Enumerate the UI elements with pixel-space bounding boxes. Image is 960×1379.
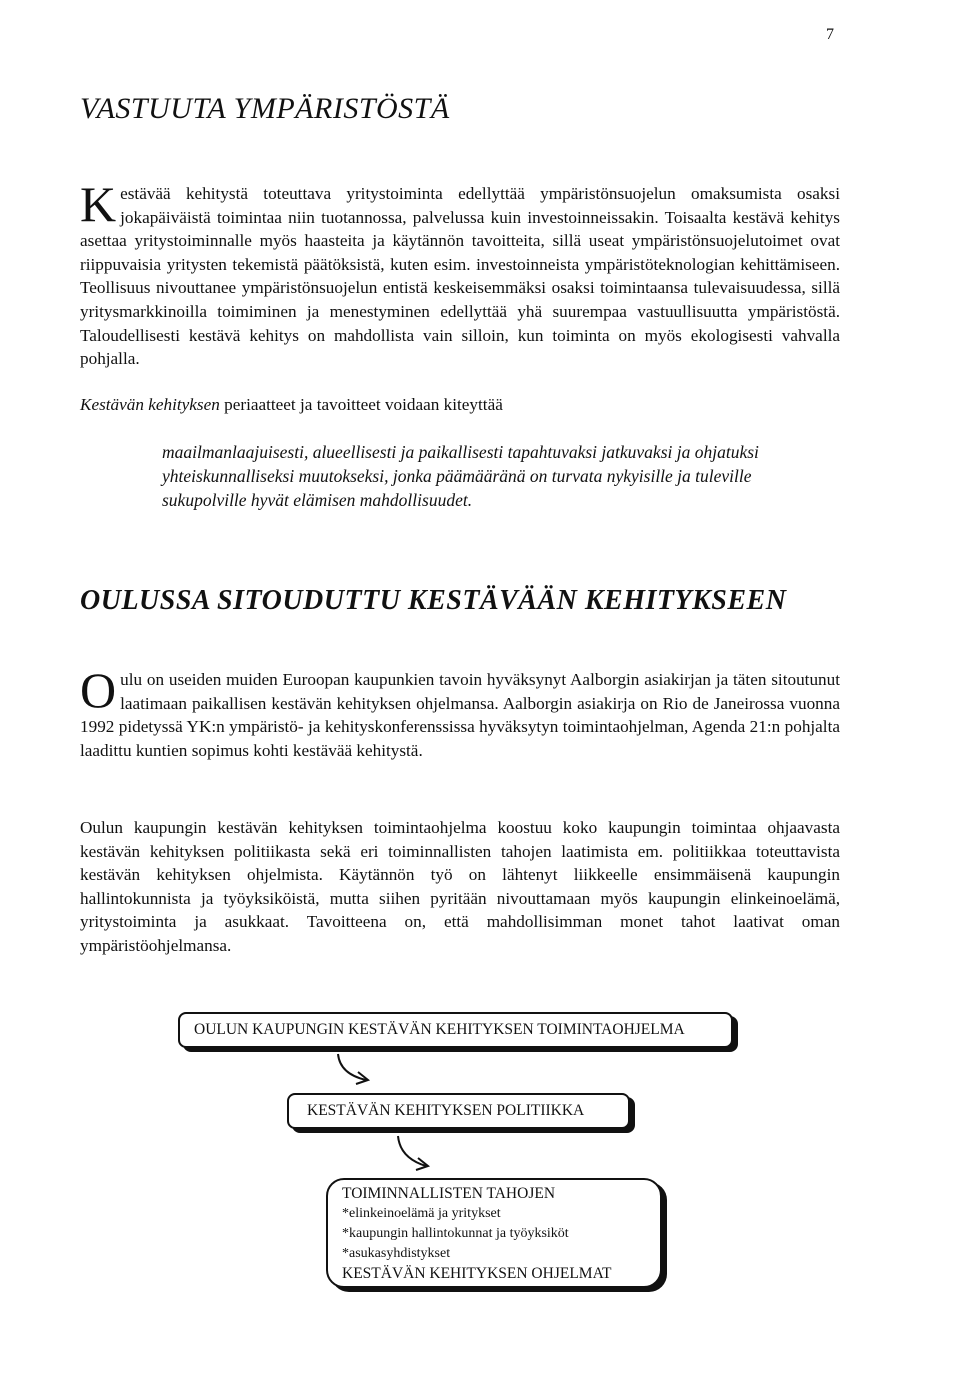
paragraph-text: ulu on useiden muiden Euroopan kaupunkien tavoin hyväksynyt Aalborgin asiakirjan ja täten sitoutunut laatimaan paikallisen kestävän kehityksen ohjelmansa. Aalborgin asiakirja on Rio de Janeirossa vuonna 1992 pidetyssä YK:n ympäristö- ja kehityskonferenssissa hyväksytyn toimintaohjelman, Agenda 21:n pohjalta laadittu kuntien sopimus kohti kestävää kehitystä.	[80, 670, 840, 760]
diagram-box-operational-parties	[326, 1178, 662, 1288]
paragraph-text: estävää kehitystä toteuttava yritystoiminta edellyttää ympäristönsuojelun omaksumista osaksi jokapäiväistä toimintaa niin tuotannossa, palvelussa kuin investoinneissakin. Toisaalta kestävä kehitys asettaa yritystoiminnalle myös haasteita ja käytännön tavoitteita, sillä useat ympäristönsuojelutoimet ovat riippuvaisia yritysten tekemistä päätöksistä, kuten esim. investoinneista ympäristöteknologian kehittämiseen. Teollisuus nivouttanee ympäristönsuojelun entistä keskeisemmäksi osaksi toimintaansa tulevaisuudessa, sillä yritysmarkkinoilla toimiminen ja menestyminen edellyttää yhä suurempaa vastuullisuutta ympäristöstä. Taloudellisesti kestävä kehitys on mahdollista vain silloin, kun toiminta on myös ekologisesti vahvalla pohjalla.	[80, 184, 840, 369]
definition-quote: maailmanlaajuisesti, alueellisesti ja paikallisesti tapahtuvaksi jatkuvaksi ja ohjatuksi yhteiskunnalliseksi muutokseksi, jonka päämääränä on turvata nykyisille ja tuleville sukupolville hyvät elämisen mahdollisuudet.	[162, 442, 759, 510]
box-item: *asukasyhdistykset	[342, 1246, 451, 1261]
page-number: 7	[826, 26, 834, 43]
section-heading-responsibility: VASTUUTA YMPÄRISTÖSTÄ	[80, 92, 450, 125]
arrow-down-icon	[392, 1132, 442, 1176]
diagram-box-policy: KESTÄVÄN KEHITYKSEN POLITIIKKA	[287, 1093, 630, 1129]
box-title: TOIMINNALLISTEN TAHOJEN	[342, 1185, 556, 1202]
box-item: *kaupungin hallintokunnat ja työyksiköt	[342, 1226, 569, 1241]
paragraph-action-programme: Oulun kaupungin kestävän kehityksen toimintaohjelma koostuu koko kaupungin toimintaa ohjaavasta kestävän kehityksen politiikasta sekä eri toiminnallisten tahojen laatimista em. politiikkaa toteuttavista kestävän kehityksen ohjelmista. Käytännön työ on lähtenyt liikkeelle ensimmäisenä kaupungin hallintokunnista ja työyksiköistä, mutta siihen pyritään nivouttamaan myös kaupungin elinkeinoelämä, yritystoiminta ja asukkaat. Tavoitteena on, että mahdollisimman monet tahot laativat oman ympäristöohjelmansa.	[80, 818, 840, 955]
paragraph-aalborg	[80, 662, 840, 762]
drop-cap: K	[80, 176, 117, 232]
principles-intro	[80, 395, 503, 415]
box-item: *elinkeinoelämä ja yritykset	[342, 1206, 501, 1221]
intro-italic: Kestävän kehityksen	[80, 395, 220, 414]
box-footer: KESTÄVÄN KEHITYKSEN OHJELMAT	[342, 1265, 612, 1282]
arrow-down-icon	[332, 1050, 382, 1090]
drop-cap: O	[80, 662, 117, 718]
paragraph-sustainable-business	[80, 176, 840, 371]
section-heading-oulu: OULUSSA SITOUDUTTU KESTÄVÄÄN KEHITYKSEEN	[80, 585, 787, 616]
intro-text: periaatteet ja tavoitteet voidaan kiteyttää	[219, 395, 503, 414]
diagram-box-action-programme: OULUN KAUPUNGIN KESTÄVÄN KEHITYKSEN TOIMINTAOHJELMA	[178, 1012, 733, 1048]
